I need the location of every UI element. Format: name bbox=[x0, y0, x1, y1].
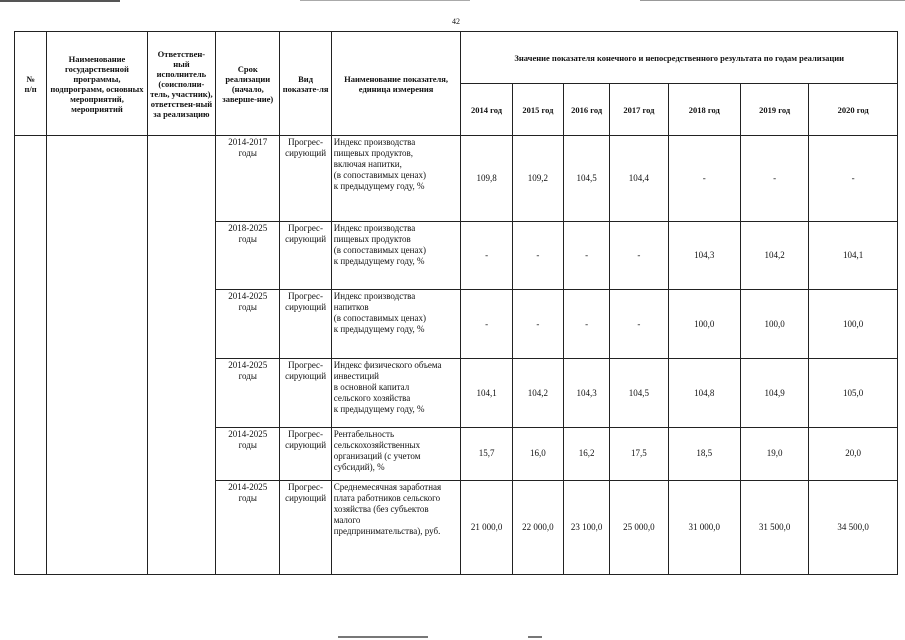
scan-top-rule-right bbox=[640, 0, 905, 1]
cell-value: 16,0 bbox=[512, 427, 563, 480]
cell-indicator: Индекс физического объема инвестиций в основной капитал сельского хозяйства к предыдущему году, % bbox=[331, 359, 461, 427]
cell-value: 104,5 bbox=[610, 359, 668, 427]
cell-term: 2018-2025 годы bbox=[216, 222, 280, 290]
cell-value: 109,8 bbox=[461, 136, 512, 222]
cell-value: 15,7 bbox=[461, 427, 512, 480]
cell-value: 16,2 bbox=[564, 427, 610, 480]
cell-value: 20,0 bbox=[809, 427, 898, 480]
header-term: Срок реализации (начало, заверше-ние) bbox=[216, 32, 280, 136]
cell-program-empty bbox=[47, 136, 148, 575]
header-year: 2014 год bbox=[461, 84, 512, 136]
cell-indicator: Рентабельность сельскохозяйственных организаций (с учетом субсидий), % bbox=[331, 427, 461, 480]
header-responsible: Ответствен-ный исполнитель (соисполни-тель, участник), ответствен-ный за реализацию bbox=[147, 32, 215, 136]
header-year: 2018 год bbox=[668, 84, 740, 136]
cell-value: 104,4 bbox=[610, 136, 668, 222]
header-type: Вид показате-ля bbox=[280, 32, 331, 136]
scan-top-rule-middle bbox=[300, 0, 470, 1]
cell-value: 19,0 bbox=[740, 427, 808, 480]
cell-type: Прогрес- сирующий bbox=[280, 480, 331, 574]
cell-type: Прогрес- сирующий bbox=[280, 290, 331, 359]
cell-value: 100,0 bbox=[809, 290, 898, 359]
cell-value: 109,2 bbox=[512, 136, 563, 222]
cell-value: 25 000,0 bbox=[610, 480, 668, 574]
cell-value: - bbox=[461, 222, 512, 290]
cell-value: - bbox=[461, 290, 512, 359]
cell-value: 22 000,0 bbox=[512, 480, 563, 574]
header-year: 2017 год bbox=[610, 84, 668, 136]
scan-bottom-mark-right bbox=[528, 636, 542, 638]
cell-value: 104,3 bbox=[564, 359, 610, 427]
cell-type: Прогрес- сирующий bbox=[280, 359, 331, 427]
cell-value: - bbox=[668, 136, 740, 222]
cell-responsible-empty bbox=[147, 136, 215, 575]
cell-indicator: Индекс производства напитков (в сопоставимых ценах) к предыдущему году, % bbox=[331, 290, 461, 359]
cell-value: - bbox=[809, 136, 898, 222]
cell-value: 104,2 bbox=[512, 359, 563, 427]
cell-num-empty bbox=[15, 136, 47, 575]
header-indicator: Наименование показателя, единица измерения bbox=[331, 32, 461, 136]
cell-value: 104,5 bbox=[564, 136, 610, 222]
cell-value: 17,5 bbox=[610, 427, 668, 480]
cell-value: - bbox=[610, 222, 668, 290]
header-num: № п/п bbox=[15, 32, 47, 136]
header-years-group: Значение показателя конечного и непосредственного результата по годам реализации bbox=[461, 32, 898, 84]
header-year: 2016 год bbox=[564, 84, 610, 136]
cell-term: 2014-2025 годы bbox=[216, 290, 280, 359]
cell-value: 23 100,0 bbox=[564, 480, 610, 574]
cell-value: 104,2 bbox=[740, 222, 808, 290]
table-row bbox=[15, 136, 898, 222]
cell-value: 104,3 bbox=[668, 222, 740, 290]
cell-term: 2014-2017 годы bbox=[216, 136, 280, 222]
cell-value: - bbox=[564, 290, 610, 359]
cell-value: - bbox=[564, 222, 610, 290]
cell-value: 34 500,0 bbox=[809, 480, 898, 574]
cell-term: 2014-2025 годы bbox=[216, 480, 280, 574]
cell-value: 104,8 bbox=[668, 359, 740, 427]
cell-value: - bbox=[740, 136, 808, 222]
cell-term: 2014-2025 годы bbox=[216, 427, 280, 480]
cell-value: 104,9 bbox=[740, 359, 808, 427]
cell-indicator: Индекс производства пищевых продуктов (в сопоставимых ценах) к предыдущему году, % bbox=[331, 222, 461, 290]
header-year: 2019 год bbox=[740, 84, 808, 136]
cell-value: - bbox=[512, 290, 563, 359]
cell-type: Прогрес- сирующий bbox=[280, 427, 331, 480]
scan-top-rule-left bbox=[0, 0, 120, 2]
cell-value: 100,0 bbox=[740, 290, 808, 359]
indicators-table bbox=[14, 31, 898, 575]
cell-type: Прогрес- сирующий bbox=[280, 222, 331, 290]
cell-value: 21 000,0 bbox=[461, 480, 512, 574]
cell-value: 18,5 bbox=[668, 427, 740, 480]
cell-value: 105,0 bbox=[809, 359, 898, 427]
header-program: Наименование государственной программы, подпрограмм, основных мероприятий, мероприятий bbox=[47, 32, 148, 136]
cell-indicator: Индекс производства пищевых продуктов, включая напитки, (в сопоставимых ценах) к предыдущему году, % bbox=[331, 136, 461, 222]
cell-value: 31 500,0 bbox=[740, 480, 808, 574]
header-year: 2020 год bbox=[809, 84, 898, 136]
cell-value: 100,0 bbox=[668, 290, 740, 359]
cell-value: 104,1 bbox=[809, 222, 898, 290]
cell-value: 104,1 bbox=[461, 359, 512, 427]
cell-value: 31 000,0 bbox=[668, 480, 740, 574]
cell-indicator: Среднемесячная заработная плата работников сельского хозяйства (без субъектов малого предпринимательства), руб. bbox=[331, 480, 461, 574]
cell-type: Прогрес- сирующий bbox=[280, 136, 331, 222]
scan-bottom-mark-left bbox=[338, 636, 428, 638]
cell-term: 2014-2025 годы bbox=[216, 359, 280, 427]
header-year: 2015 год bbox=[512, 84, 563, 136]
cell-value: - bbox=[610, 290, 668, 359]
page-number: 42 bbox=[452, 17, 460, 26]
cell-value: - bbox=[512, 222, 563, 290]
